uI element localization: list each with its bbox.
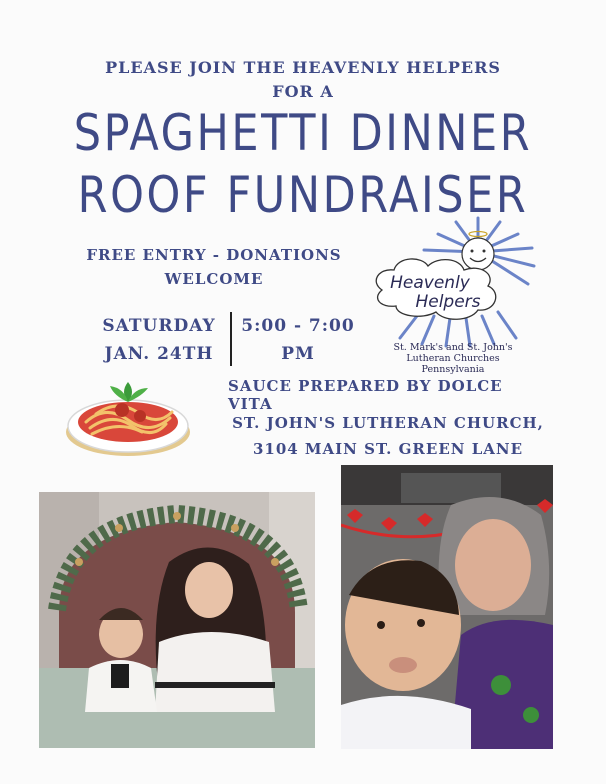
- woman-and-baby-on-bed-photo: [39, 492, 315, 748]
- intro-line-2: FOR A: [272, 82, 334, 101]
- venue-address: 3104 MAIN ST. GREEN LANE: [252, 440, 524, 458]
- date-block: [94, 312, 224, 368]
- spaghetti-plate-icon: [62, 362, 194, 460]
- entry-line-1: FREE ENTRY - DONATIONS: [86, 246, 342, 264]
- entry-line-2: WELCOME: [164, 270, 264, 288]
- intro-line-1: PLEASE JOIN THE HEAVENLY HELPERS: [105, 58, 501, 77]
- venue-name: ST. JOHN'S LUTHERAN CHURCH,: [232, 414, 544, 432]
- logo-caption: [378, 342, 528, 375]
- event-time-suffix: PM: [281, 344, 315, 364]
- logo-caption-line-3: Pennsylvania: [421, 364, 485, 375]
- date-time-divider: [230, 312, 232, 366]
- logo-name-line-2: Helpers: [415, 292, 481, 312]
- title-line-1: SPAGHETTI DINNER: [73, 104, 533, 162]
- logo-caption-line-2: Lutheran Churches: [406, 353, 500, 364]
- logo-name-line-1: Heavenly: [390, 273, 470, 293]
- entry-info: [84, 243, 344, 291]
- event-time: 5:00 - 7:00: [241, 316, 355, 336]
- grandmother-and-child-photo: [341, 465, 553, 749]
- title-line-2: ROOF FUNDRAISER: [77, 166, 529, 224]
- event-day: SATURDAY: [102, 316, 216, 336]
- sauce-credit: SAUCE PREPARED BY DOLCE VITA: [228, 377, 503, 413]
- venue-block: [228, 410, 548, 462]
- logo-caption-line-1: St. Mark's and St. John's: [393, 342, 513, 353]
- event-date: JAN. 24TH: [104, 344, 214, 364]
- time-block: [238, 312, 358, 368]
